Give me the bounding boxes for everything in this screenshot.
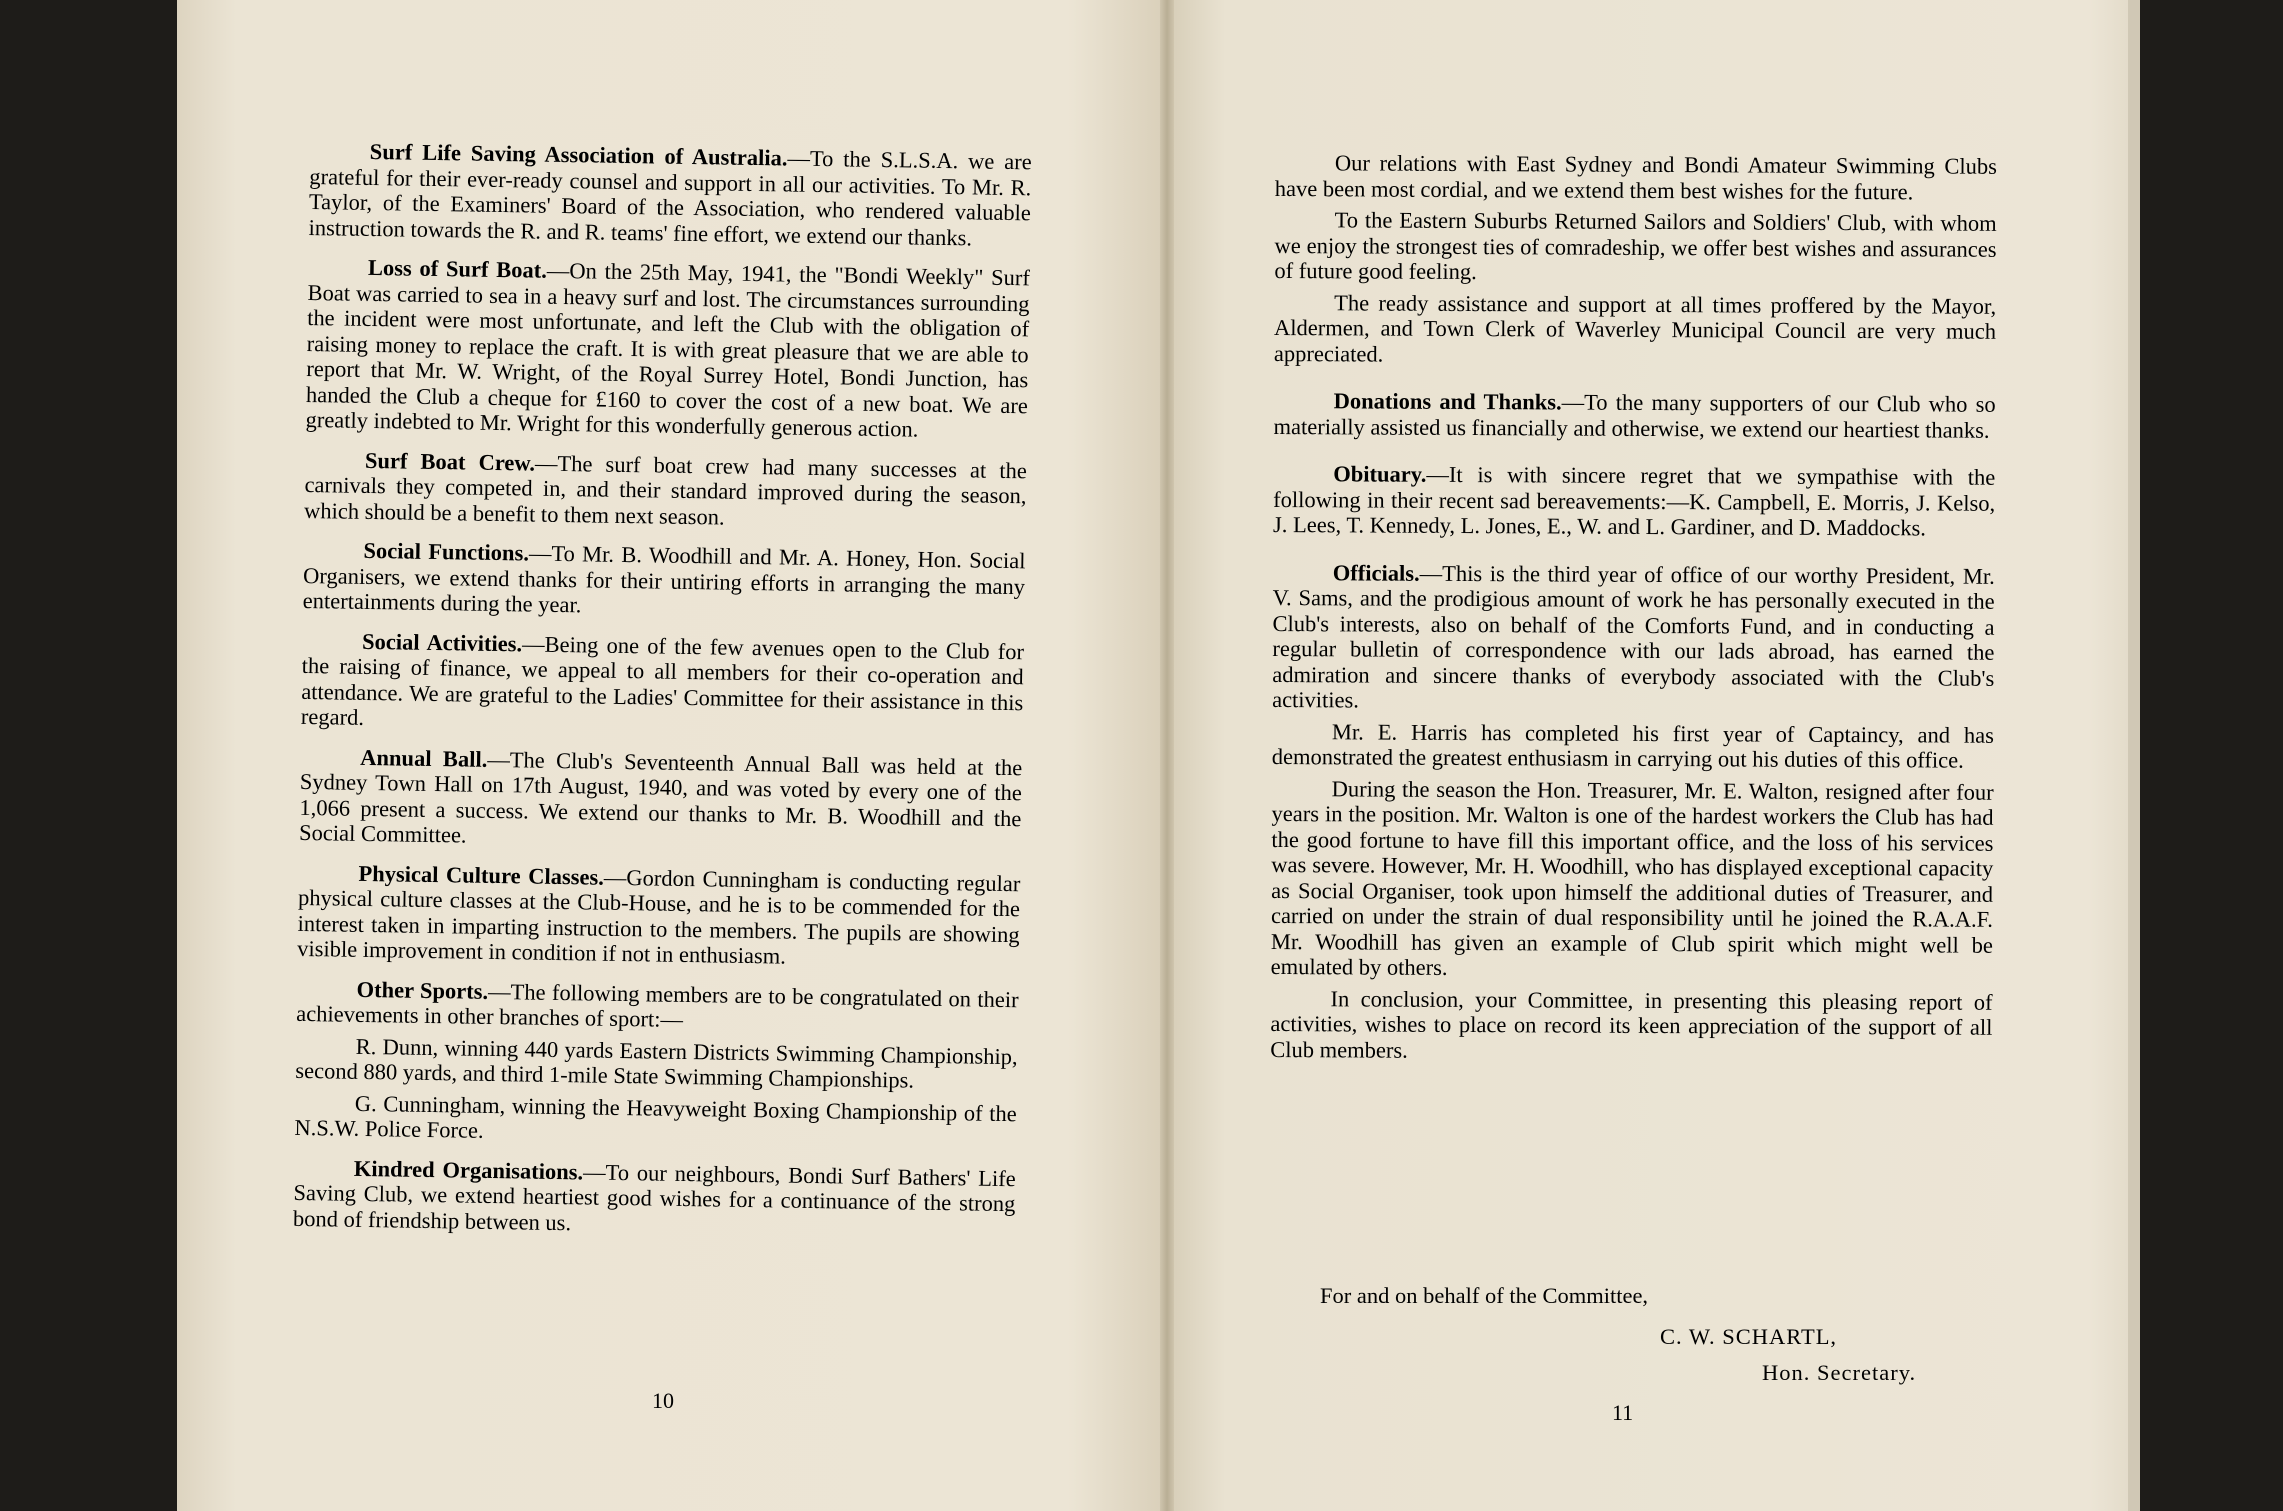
paragraph: Mr. E. Harris has completed his first year of Captaincy, and has demonstrated the greatest enthusiasm in carrying out his duties of this office. [1271,718,1995,773]
paragraph: Our relations with East Sydney and Bondi Amateur Swimming Clubs have been most cordial, and we extend them best wishes for the future. [1274,150,1997,204]
paragraph: Social Activities.—Being one of the few avenues open to the Club for the raising of finance, we appeal to all members for their co-operation and attendance. We are grateful to the Ladies' Committee for their assistance in this regard. [300,628,1025,730]
paragraph: Other Sports.—The following members are to be congratulated on their achievements in other branches of sport:— [296,976,1019,1032]
right-page-text [1270,150,1997,1080]
paragraph: Officials.—This is the third year of office of our worthy President, Mr. V. Sams, and the prodigious amount of work he has personally executed in the Club's interests, also on behalf of the Comforts Fund, and in conducting a regular bulletin of correspondence with our lads abroad, has earned the admiration and sincere thanks of everybody associated with the Club's activities. [1272,559,1995,713]
book-gutter [1160,0,1174,1511]
paragraph: Annual Ball.—The Club's Seventeenth Annual Ball was held at the Sydney Town Hall on 17th August, 1940, and was voted by every one of the 1,066 present a success. We extend our thanks to Mr. B. Woodhill and the Social Committee. [298,744,1023,848]
closing-line: For and on behalf of the Committee, [1320,1283,1649,1308]
paragraph: In conclusion, your Committee, in presenting this pleasing report of activities, wishes to place on record its keen appreciation of the support of all Club members. [1270,985,1993,1063]
paragraph: During the season the Hon. Treasurer, Mr. E. Walton, resigned after four years in the position. Mr. Walton is one of the hardest workers the Club has had the good fortune to have fill this important office, and the loss of his services was severe. However, Mr. H. Woodhill, who has displayed exceptional capacity as Social Organiser, took upon himself the additional duties of Treasurer, and carried on under the strain of dual responsibility until he joined the R.A.A.F. Mr. Woodhill has given an example of Club spirit which might well be emulated by others. [1270,775,1994,980]
paragraph: To the Eastern Suburbs Returned Sailors and Soldiers' Club, with whom we enjoy the strongest ties of comradeship, we offer best wishes and assurances of future good feeling. [1274,207,1997,285]
paragraph: Physical Culture Classes.—Gordon Cunningham is conducting regular physical culture classes at the Club-House, and he is to be commended for the interest taken in imparting instruction to the members. The pupils are showing visible improvement in condition if not in enthusiasm. [297,860,1021,969]
paragraph: Obituary.—It is with sincere regret that we sympathise with the following in their recent sad bereavements:—K. Campbell, E. Morris, J. Kelso, J. Lees, T. Kennedy, L. Jones, E., W. and L. Gardiner, and D. Maddocks. [1272,461,1996,541]
paragraph: R. Dunn, winning 440 yards Eastern Districts Swimming Championship, second 880 yards, and third 1-mile State Swimming Championships. [295,1033,1018,1093]
paragraph: Surf Life Saving Association of Australia.—To the S.L.S.A. we are grateful for their ever-ready counsel and support in all our activities. To Mr. R. Taylor, of the Examiners' Board of the Association, who rendered valuable instruction towards the R. and R. teams' fine effort, we extend our thanks. [308,138,1032,250]
paragraph: Surf Boat Crew.—The surf boat crew had many successes at the carnivals they competed in, and their standard improved during the season, which should be a benefit to them next season. [303,447,1028,530]
paragraph: G. Cunningham, winning the Heavyweight Boxing Championship of the N.S.W. Police Force. [294,1090,1017,1143]
paragraph: Donations and Thanks.—To the many supporters of our Club who so materially assisted us financially and otherwise, we extend our heartiest thanks. [1273,388,1996,443]
page-edge [2128,0,2140,1511]
paragraph: Social Functions.—To Mr. B. Woodhill and Mr. A. Honey, Hon. Social Organisers, we extend thanks for their untiring efforts in arranging the many entertainments during the year. [302,537,1026,618]
signature: C. W. SCHARTL, [1660,1324,1838,1349]
paragraph: The ready assistance and support at all times proffered by the Mayor, Aldermen, and Town Clerk of Waverley Municipal Council are very much appreciated. [1273,289,1997,367]
paragraph: Loss of Surf Boat.—On the 25th May, 1941, the "Bondi Weekly" Surf Boat was carried to sea in a heavy surf and lost. The circumstances surrounding the incident were most unfortunate, and left the Club with the obligation of raising money to replace the craft. It is with great pleasure that we are able to report that Mr. W. Wright, of the Royal Surrey Hotel, Bondi Junction, has handed the Club a cheque for £160 to cover the cost of a new boat. We are greatly indebted to Mr. Wright for this wonderfully generous action. [305,254,1031,442]
signature-title: Hon. Secretary. [1762,1360,1917,1385]
paragraph: Kindred Organisations.—To our neighbours, Bondi Surf Bathers' Life Saving Club, we extend heartiest good wishes for a continuance of the strong bond of friendship between us. [292,1155,1016,1235]
left-page-text [293,138,1032,1256]
page-number-right: 11 [1612,1400,1634,1425]
page-number-left: 10 [652,1388,674,1413]
